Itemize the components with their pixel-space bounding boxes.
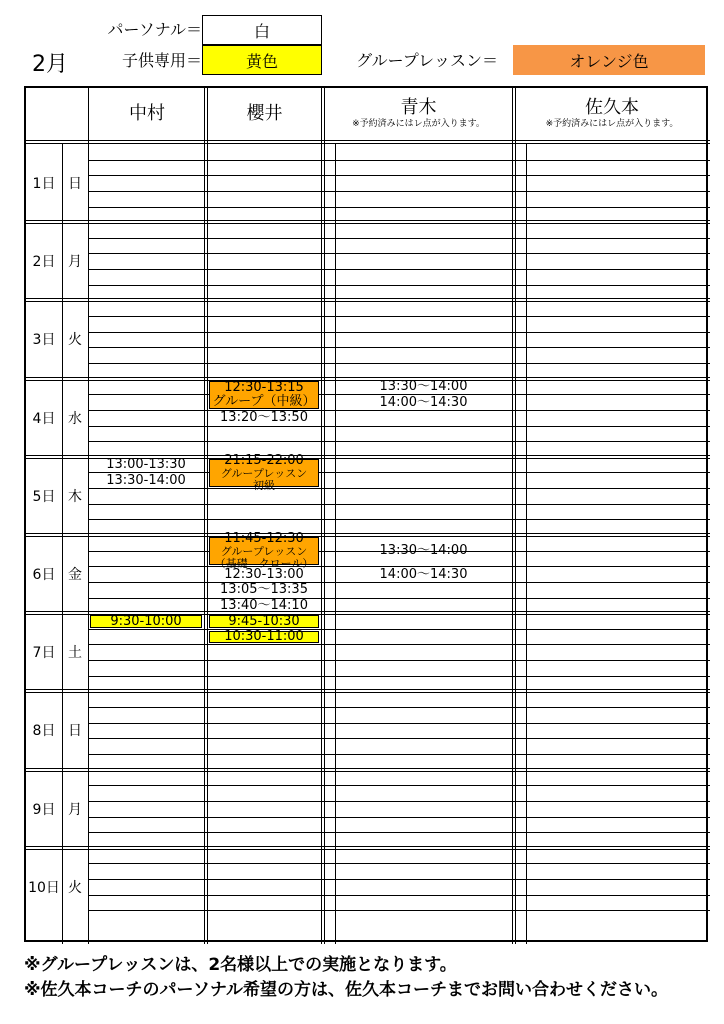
slot-text: 14:00〜14:30	[379, 394, 468, 410]
slot-text: 13:30-14:00	[106, 472, 186, 488]
column-header-sakumoto	[514, 88, 710, 140]
personal-lesson-slot[interactable]	[209, 568, 319, 581]
coach-name: 櫻井	[246, 103, 283, 124]
column-header-aoki	[323, 88, 514, 140]
day-weekday: 火	[68, 879, 82, 896]
day-weekday: 火	[68, 332, 82, 349]
slot-text: グループ（中級）	[212, 393, 316, 409]
kids-lesson-slot[interactable]	[209, 631, 319, 644]
footer-note-sakumoto: ※佐久本コーチのパーソナル希望の方は、佐久本コーチまでお問い合わせください。	[24, 980, 668, 1000]
slot-text: （基礎 クロール）	[214, 557, 314, 571]
day-date: 6日	[32, 567, 56, 584]
day-weekday: 日	[68, 723, 82, 740]
slot-text: 12:30-13:00	[224, 566, 304, 582]
slot-text: 13:00-13:30	[106, 457, 186, 473]
personal-legend-swatch: 白	[202, 15, 322, 45]
day-date: 1日	[32, 176, 56, 193]
coach-name: 中村	[129, 103, 165, 124]
group-legend-swatch: オレンジ色	[513, 45, 705, 75]
slot-text: 9:45-10:30	[228, 613, 300, 629]
day-date: 4日	[32, 410, 56, 427]
slot-text: 21:15-22:00	[224, 452, 304, 468]
day-weekday: 金	[68, 567, 82, 584]
column-header-nakamura	[88, 88, 206, 140]
coach-name: 青木	[400, 97, 437, 118]
slot-text: 10:30-11:00	[224, 629, 304, 645]
day-date: 5日	[32, 488, 56, 505]
personal-lesson-slot[interactable]	[209, 584, 319, 597]
day-date: 8日	[32, 723, 56, 740]
personal-lesson-slot[interactable]	[209, 412, 319, 425]
group-lesson-slot[interactable]	[209, 452, 319, 492]
slot-text: 初級	[253, 478, 275, 492]
group-lesson-slot[interactable]	[209, 381, 319, 409]
day-date: 7日	[32, 645, 56, 662]
footer-note-group: ※グループレッスンは、2名様以上での実施となります。	[24, 955, 457, 975]
personal-legend-label: パーソナル＝	[107, 20, 202, 39]
reservation-note: ※予約済みにはレ点が入ります。	[352, 119, 485, 129]
slot-text: グループレッスン	[220, 466, 308, 480]
slot-text: 13:30〜14:00	[379, 378, 468, 394]
personal-lesson-slot[interactable]	[90, 474, 202, 487]
slot-text: 9:30-10:00	[110, 613, 182, 629]
coach-name: 佐久本	[585, 97, 639, 118]
day-date: 3日	[32, 332, 56, 349]
slot-text: 11:45-12:30	[224, 531, 304, 547]
day-weekday: 月	[68, 254, 82, 271]
day-date: 10日	[28, 879, 60, 896]
column-header-sakurai	[206, 88, 323, 140]
day-weekday: 土	[68, 645, 82, 662]
day-weekday: 月	[68, 801, 82, 818]
day-date: 9日	[32, 801, 56, 818]
slot-text: 13:40〜14:10	[220, 597, 308, 613]
personal-lesson-slot[interactable]	[209, 597, 319, 613]
kids-lesson-slot[interactable]	[90, 615, 202, 628]
slot-text: 12:30-13:15	[224, 379, 304, 395]
slot-text: グループレッスン	[220, 545, 308, 559]
schedule-table	[24, 86, 708, 942]
kids-legend-label: 子供専用＝	[121, 51, 202, 70]
slot-text: 13:20〜13:50	[220, 410, 308, 426]
personal-lesson-slot[interactable]	[337, 396, 510, 409]
day-weekday: 日	[68, 176, 82, 193]
personal-lesson-slot[interactable]	[337, 537, 510, 565]
group-legend-label: グループレッスン＝	[356, 51, 498, 70]
slot-text: 13:30〜14:00	[379, 543, 468, 559]
kids-legend-swatch: 黄色	[202, 45, 322, 75]
month-label: 2月	[32, 52, 68, 77]
day-date: 2日	[32, 254, 56, 271]
personal-lesson-slot[interactable]	[90, 459, 202, 472]
slot-text: 14:00〜14:30	[379, 566, 468, 582]
personal-lesson-slot[interactable]	[337, 378, 510, 394]
personal-lesson-slot[interactable]	[337, 568, 510, 581]
kids-lesson-slot[interactable]	[209, 615, 319, 628]
reservation-note: ※予約済みにはレ点が入ります。	[545, 119, 679, 129]
group-lesson-slot[interactable]	[209, 531, 319, 571]
slot-text: 13:05〜13:35	[220, 582, 308, 598]
day-weekday: 木	[68, 488, 82, 505]
day-weekday: 水	[68, 410, 82, 427]
